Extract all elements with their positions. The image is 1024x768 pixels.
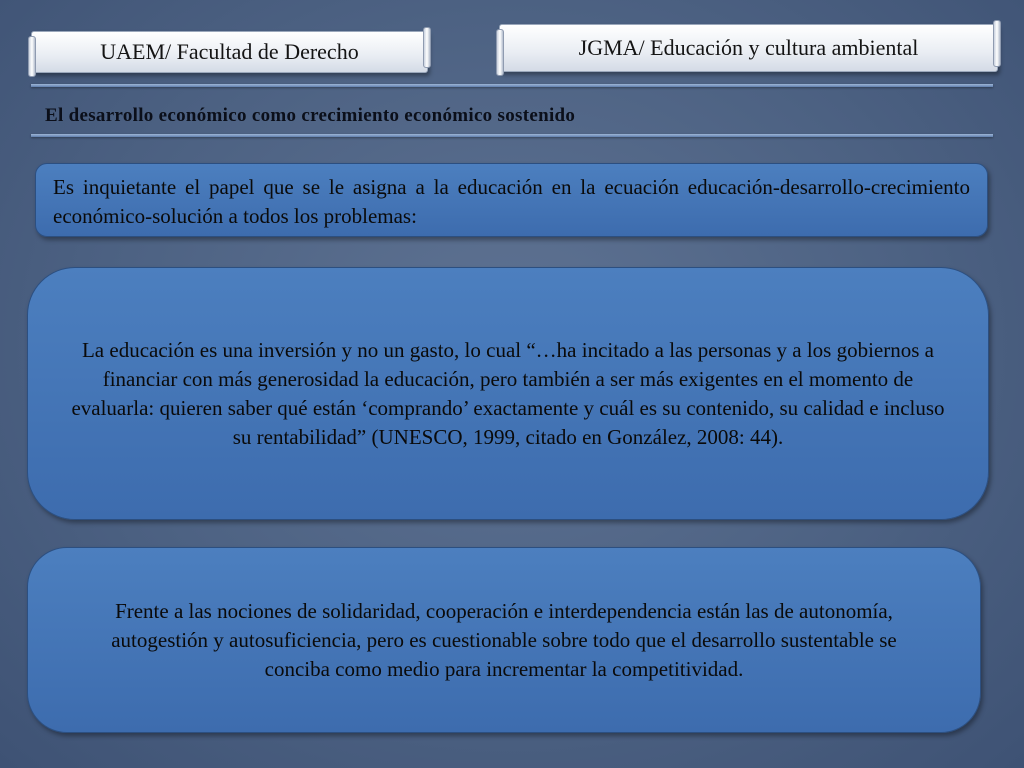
slide-subtitle: El desarrollo económico como crecimiento económico sostenido [45, 105, 576, 126]
closing-text: Frente a las nociones de solidaridad, cooperación e interdependencia están las de autonomía, autogestión y autosuficiencia, pero es cuestionable sobre todo que el desarrollo sustentable se conciba como medio para incrementar la competitividad. [111, 598, 897, 681]
header-banner-left-text: UAEM/ Facultad de Derecho [100, 39, 359, 64]
header-banner-left [31, 31, 428, 73]
closing-text-box [27, 547, 981, 733]
divider-bottom [31, 134, 993, 137]
divider-top [31, 84, 993, 87]
intro-text: Es inquietante el papel que se le asigna a la educación en la ecuación educación-desarrollo-crecimiento económico-solución a todos los problemas: [53, 175, 970, 228]
quote-text: La educación es una inversión y no un gasto, lo cual “…ha incitado a las personas y a los gobiernos a financiar con más generosidad la educación, pero también a ser más exigentes en el momento de evaluarla: quieren saber qué están ‘comprando’ exactamente y cuál es su contenido, su calidad e incluso su rentabilidad” (UNESCO, 1999, citado en González, 2008: 44). [71, 337, 945, 449]
intro-text-box [35, 163, 988, 237]
header-banner-right [499, 24, 998, 72]
quote-text-box [27, 267, 989, 520]
header-banner-right-text: JGMA/ Educación y cultura ambiental [578, 35, 919, 60]
